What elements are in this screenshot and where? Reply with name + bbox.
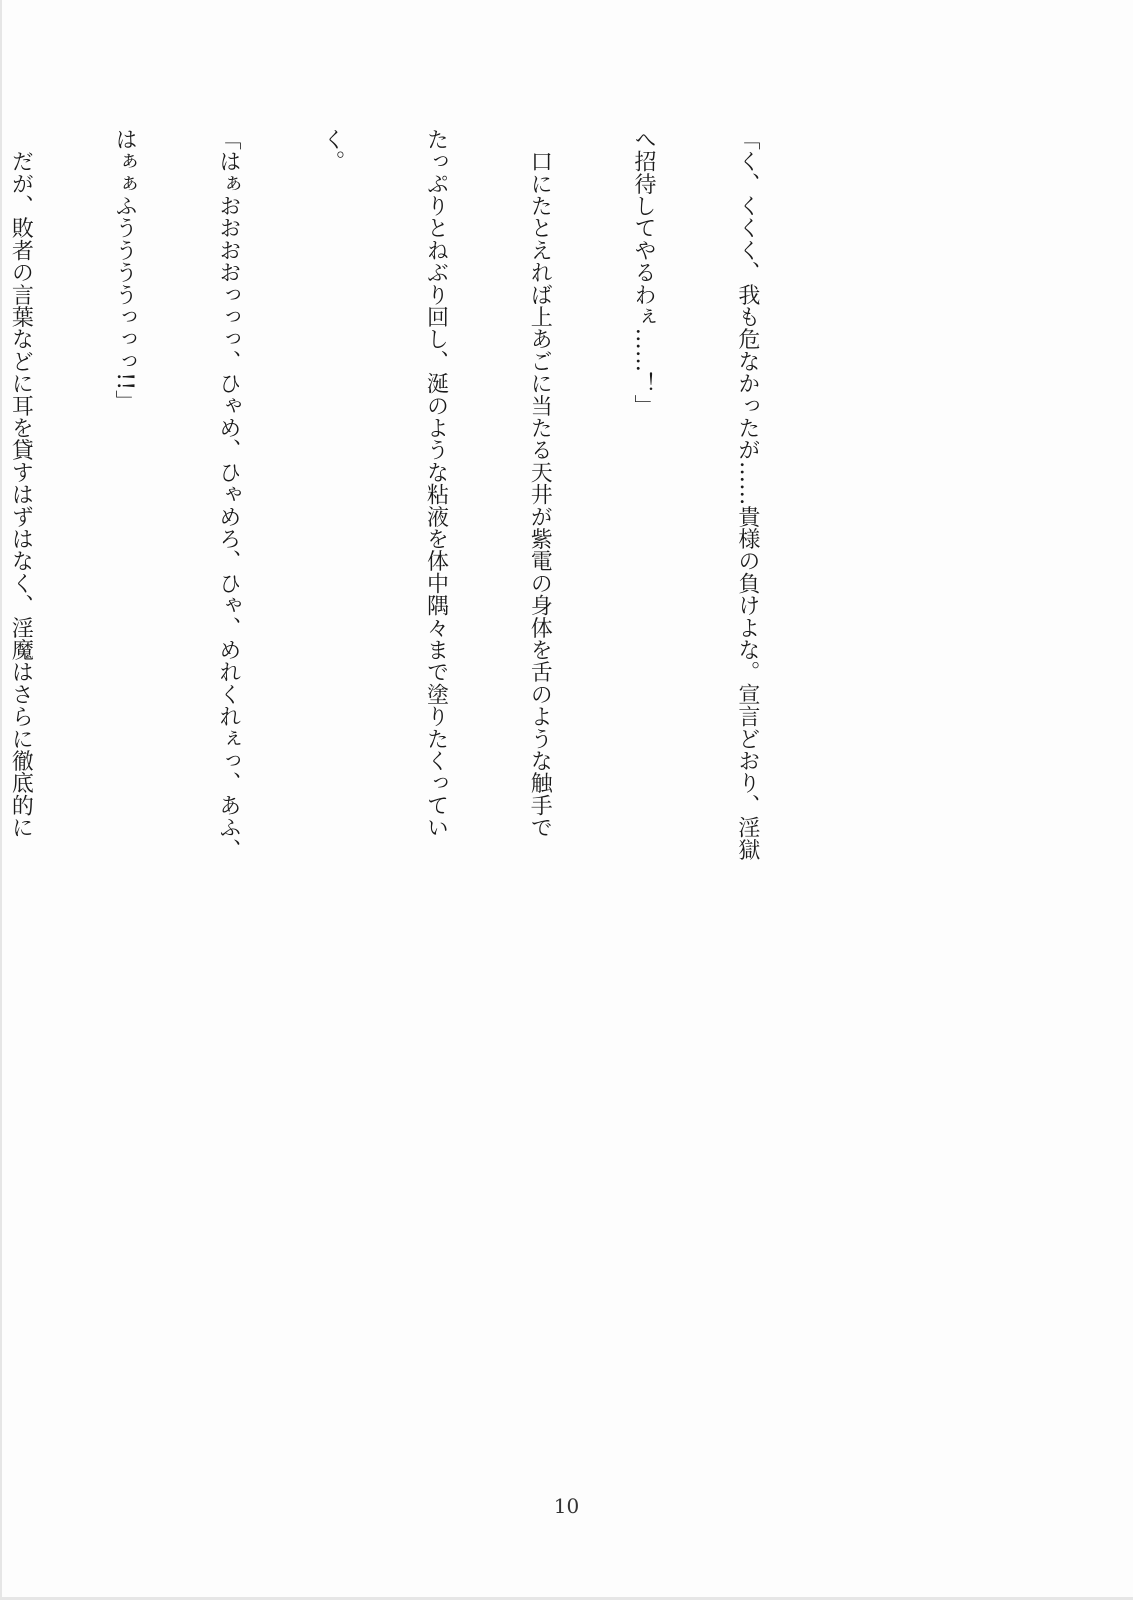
text-line: 「く、くくく、我も危なかったが……貴様の負けよな。宣言どおり、淫獄 (734, 128, 760, 861)
text-line: く。 (319, 128, 345, 173)
text-line: たっぷりとねぶり回し、涎のような粘液を体中隅々まで塗りたくってい (423, 128, 449, 839)
text-line: へ招待してやるわぇ……！」 (631, 128, 657, 417)
page-number: 10 (553, 1494, 580, 1518)
text-line: だが、敗者の言葉などに耳を貸すはずはなく、淫魔はさらに徹底的に (8, 128, 34, 839)
text-line: 「はぁおおおおっっっ、ひゃめ、ひゃめろ、ひゃ、めれくれぇっ、あふ、 (215, 128, 241, 861)
text-line: 口にたとえれば上あごに当たる天井が紫電の身体を舌のような触手で (527, 128, 553, 839)
text-line: はぁぁふううううっっっ!!」 (112, 128, 138, 413)
vertical-text-block (0, 128, 833, 861)
